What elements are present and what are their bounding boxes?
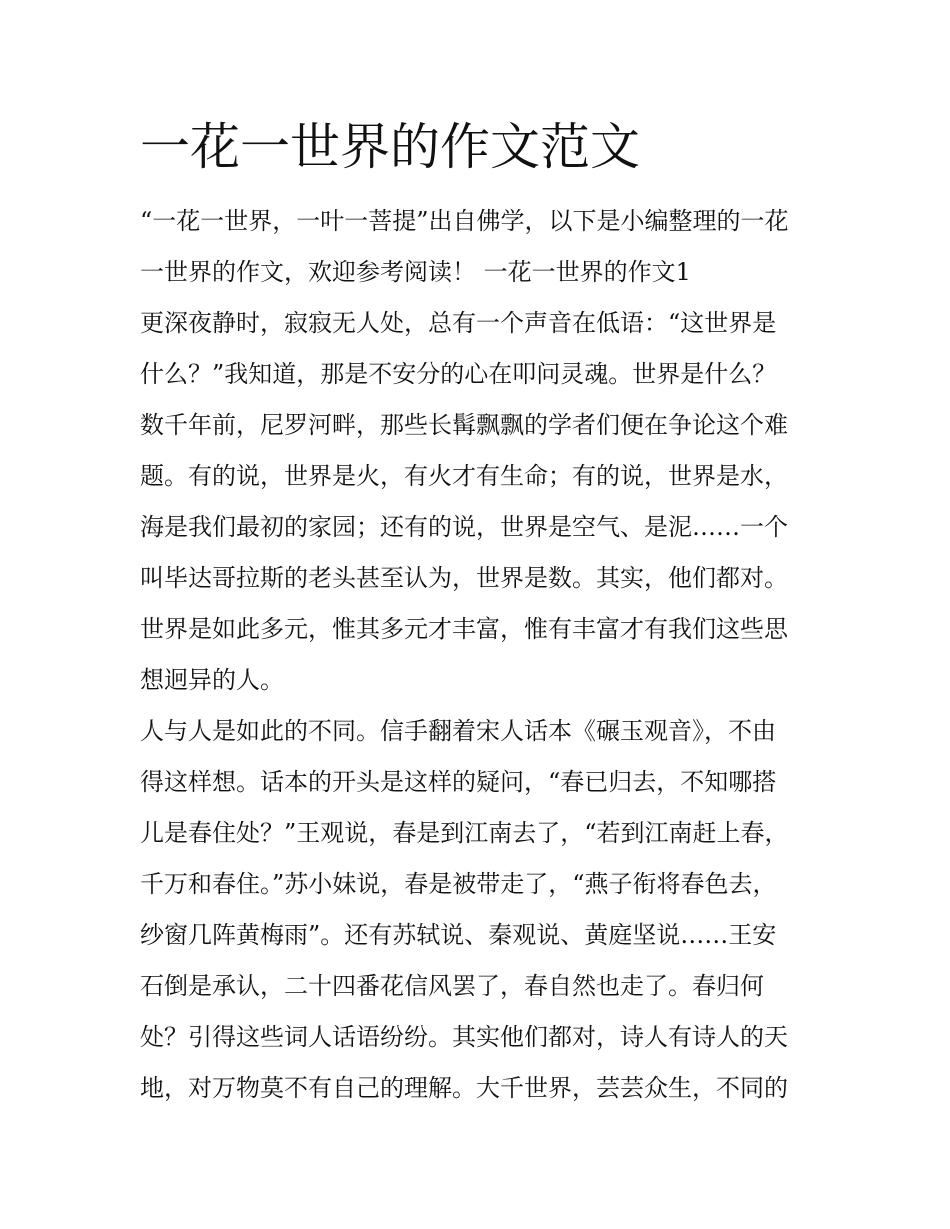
text-line: 千万和春住。”苏小妹说，春是被带走了，“燕子衔将春色去， bbox=[140, 870, 777, 898]
text-line: 人与人是如此的不同。信手翻着宋人话本《碾玉观音》，不由 bbox=[140, 717, 776, 745]
text-line: 地，对万物莫不有自己的理解。大千世界，芸芸众生，不同的 bbox=[140, 1074, 788, 1102]
text-line: 什么？”我知道，那是不安分的心在叩问灵魂。世界是什么？ bbox=[140, 360, 777, 388]
text-line: “一花一世界，一叶一菩提”出自佛学，以下是小编整理的一花 bbox=[140, 207, 789, 235]
text-line: 数千年前，尼罗河畔，那些长髯飘飘的学者们便在争论这个难 bbox=[140, 411, 788, 439]
text-line: 更深夜静时，寂寂无人处，总有一个声音在低语：“这世界是 bbox=[140, 309, 777, 337]
text-line: 纱窗几阵黄梅雨”。还有苏轼说、秦观说、黄庭坚说……王安 bbox=[140, 921, 777, 949]
document-title: 一花一世界的作文范文 bbox=[140, 118, 640, 176]
text-line: 叫毕达哥拉斯的老头甚至认为，世界是数。其实，他们都对。 bbox=[140, 564, 788, 592]
text-line: 儿是春住处？”王观说，春是到江南去了，“若到江南赶上春， bbox=[140, 819, 789, 847]
text-line: 想迥异的人。 bbox=[140, 666, 284, 694]
text-line: 题。有的说，世界是火，有火才有生命；有的说，世界是水， bbox=[140, 462, 788, 490]
text-line: 得这样想。话本的开头是这样的疑问，“春已归去，不知哪搭 bbox=[140, 768, 777, 796]
text-line: 处？引得这些词人话语纷纷。其实他们都对，诗人有诗人的天 bbox=[140, 1023, 788, 1051]
text-line: 石倒是承认，二十四番花信风罢了，春自然也走了。春归何 bbox=[140, 972, 764, 1000]
text-line: 世界是如此多元，惟其多元才丰富，惟有丰富才有我们这些思 bbox=[140, 615, 788, 643]
text-line: 海是我们最初的家园；还有的说，世界是空气、是泥……一个 bbox=[140, 513, 788, 541]
text-line: 一世界的作文，欢迎参考阅读！ 一花一世界的作文1 bbox=[140, 258, 691, 286]
document-body bbox=[140, 196, 820, 1114]
